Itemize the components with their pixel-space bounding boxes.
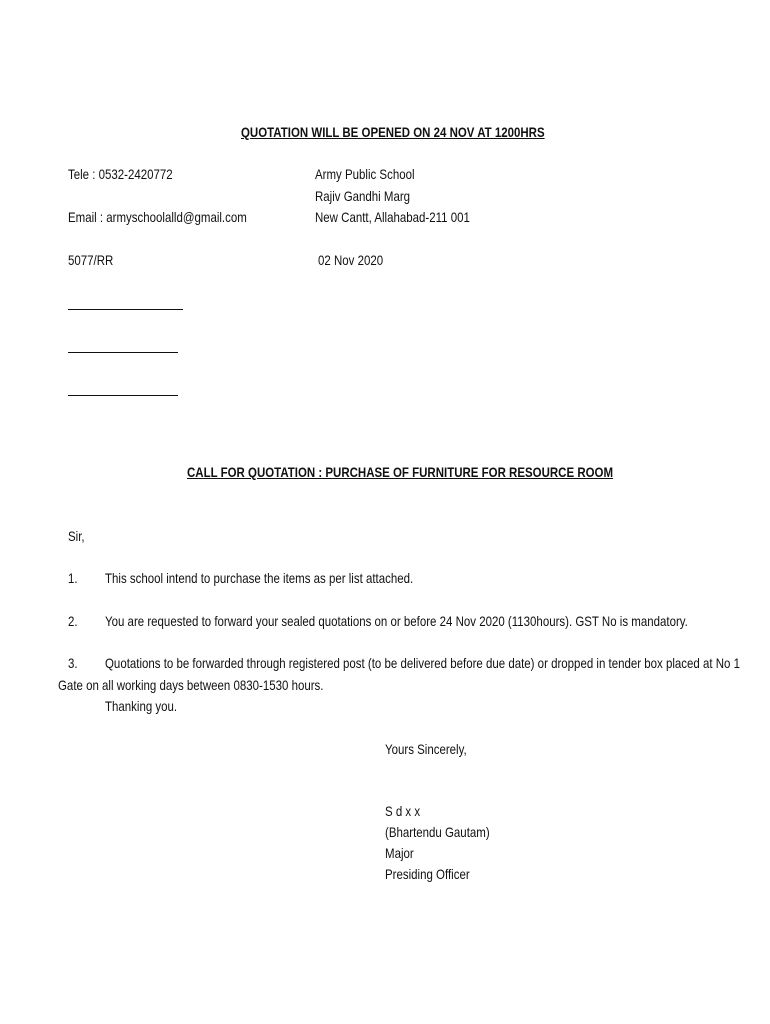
closing-line: Yours Sincerely,: [385, 741, 467, 757]
paragraph-3-number: 3.: [68, 655, 78, 671]
paragraph-2-number: 2.: [68, 613, 78, 629]
email-line: Email : armyschoolalld@gmail.com: [68, 209, 247, 225]
subject-heading: CALL FOR QUOTATION : PURCHASE OF FURNITURE FOR RESOURCE ROOM: [187, 464, 614, 480]
opening-notice-heading: QUOTATION WILL BE OPENED ON 24 NOV AT 1200HRS: [241, 124, 545, 140]
address-line-1: Army Public School: [315, 166, 415, 182]
paragraph-3-continuation: Gate on all working days between 0830-1530 hours.: [58, 677, 324, 693]
address-line-3: New Cantt, Allahabad-211 001: [315, 209, 470, 225]
signatory-title: Presiding Officer: [385, 866, 470, 882]
letter-date: 02 Nov 2020: [318, 252, 384, 268]
telephone-line: Tele : 0532-2420772: [68, 166, 173, 182]
signature-mark: S d x x: [385, 803, 421, 819]
recipient-blank-line-2: [68, 352, 178, 353]
paragraph-2-text: You are requested to forward your sealed quotations on or before 24 Nov 2020 (1130hours). GST No is mandatory.: [105, 613, 688, 629]
paragraph-3-text: Quotations to be forwarded through registered post (to be delivered before due date) or dropped in tender box placed at No 1: [105, 655, 741, 671]
signatory-name: (Bhartendu Gautam): [385, 824, 490, 840]
recipient-blank-line-1: [68, 309, 183, 310]
thanks-line: Thanking you.: [105, 698, 178, 714]
address-line-2: Rajiv Gandhi Marg: [315, 188, 411, 204]
signatory-rank: Major: [385, 845, 414, 861]
paragraph-1-text: This school intend to purchase the items as per list attached.: [105, 570, 414, 586]
reference-number: 5077/RR: [68, 252, 114, 268]
salutation: Sir,: [68, 528, 85, 544]
recipient-blank-line-3: [68, 395, 178, 396]
paragraph-1-number: 1.: [68, 570, 78, 586]
